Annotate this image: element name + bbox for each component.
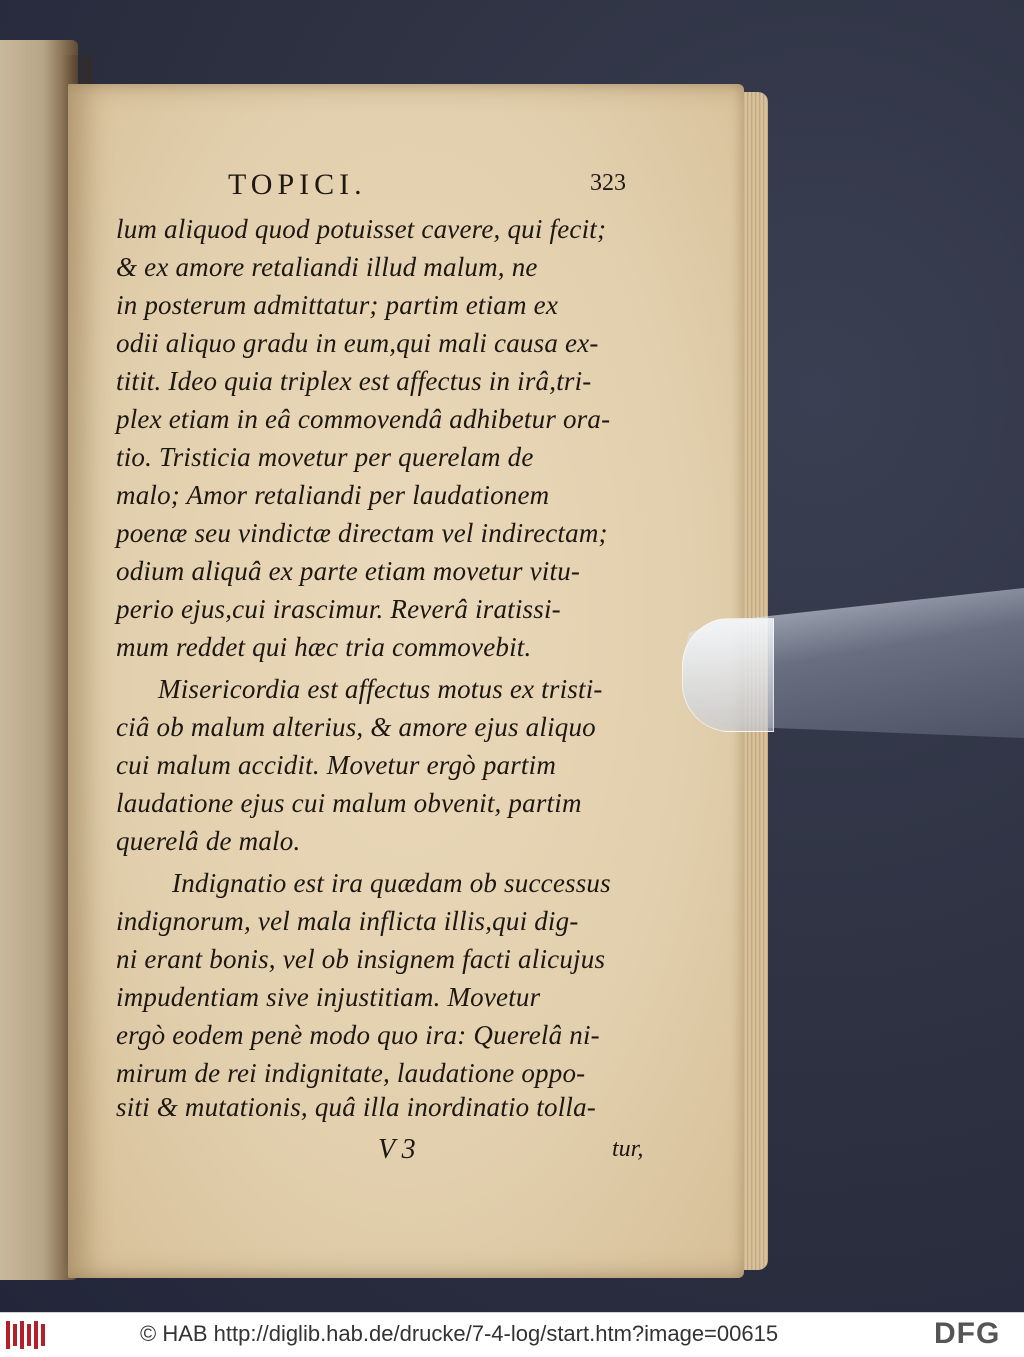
text-line: siti & mutationis, quâ illa inordinatio tolla- — [116, 1092, 596, 1122]
text-line: mum reddet qui hæc tria commovebit. — [116, 632, 532, 662]
text-line: odii aliquo gradu in eum,qui mali causa ex- — [116, 328, 599, 358]
text-line: & ex amore retaliandi illud malum, ne — [116, 252, 538, 282]
text-line: mirum de rei indignitate, laudatione oppo- — [116, 1058, 586, 1088]
text-line: ni erant bonis, vel ob insignem facti alicujus — [116, 944, 606, 974]
text-line: poenæ seu vindictæ directam vel indirectam; — [116, 518, 608, 548]
text-line: odium aliquâ ex parte etiam movetur vitu- — [116, 556, 581, 586]
running-header: TOPICI. — [228, 168, 367, 201]
glass-page-holder-tip — [682, 618, 774, 732]
text-line: querelâ de malo. — [116, 826, 301, 856]
text-line: Misericordia est affectus motus ex tristi- — [158, 674, 603, 704]
dfg-logo: DFG — [934, 1317, 1001, 1350]
text-line: in posterum admittatur; partim etiam ex — [116, 290, 559, 320]
text-line: plex etiam in eâ commovendâ adhibetur ora- — [116, 404, 611, 434]
footer-bar — [0, 1312, 1024, 1357]
text-line: cui malum accidit. Movetur ergò partim — [116, 750, 557, 780]
text-line: indignorum, vel mala inflicta illis,qui dig- — [116, 906, 579, 936]
text-line: perio ejus,cui irascimur. Reverâ iratissi- — [116, 594, 561, 624]
text-line: titit. Ideo quia triplex est affectus in irâ,tri- — [116, 366, 592, 396]
text-line: laudatione ejus cui malum obvenit, partim — [116, 788, 582, 818]
signature-mark: V 3 — [378, 1134, 416, 1165]
text-line: ciâ ob malum alterius, & amore ejus aliquo — [116, 712, 596, 742]
text-line: tio. Tristicia movetur per querelam de — [116, 442, 534, 472]
catchword: tur, — [612, 1136, 644, 1162]
text-line: lum aliquod quod potuisset cavere, qui fecit; — [116, 214, 607, 244]
text-line: malo; Amor retaliandi per laudationem — [116, 480, 550, 510]
text-line: Indignatio est ira quædam ob successus — [172, 868, 611, 898]
page-number: 323 — [590, 170, 626, 196]
copyright-link[interactable]: © HAB http://diglib.hab.de/drucke/7-4-log/start.htm?image=00615 — [140, 1321, 779, 1346]
text-line: ergò eodem penè modo quo ira: Querelâ ni- — [116, 1020, 600, 1050]
hab-logo-icon — [6, 1321, 46, 1349]
text-line: impudentiam sive injustitiam. Movetur — [116, 982, 541, 1012]
